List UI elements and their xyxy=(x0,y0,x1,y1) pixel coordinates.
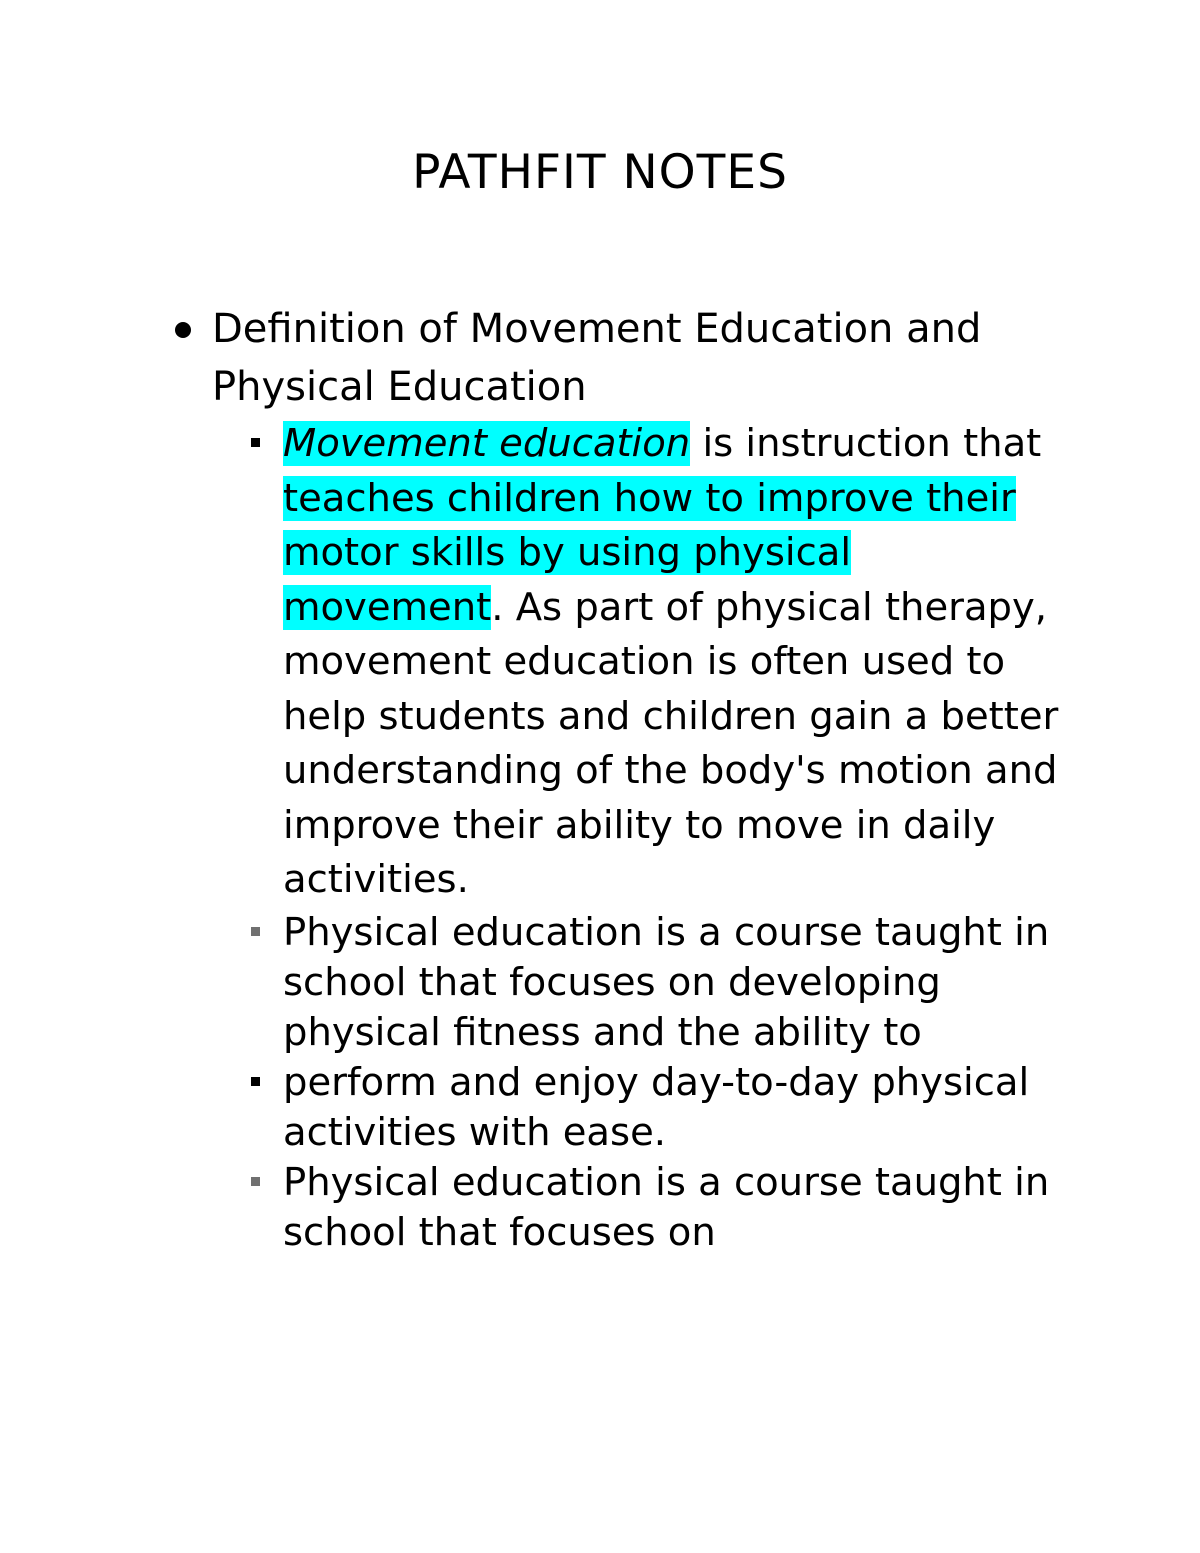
list-item-text: Physical education is a course taught in school that focuses on developing physical fitness and the ability to xyxy=(283,909,1050,1055)
bullet-dot-icon xyxy=(175,322,191,338)
list-item-movement-education xyxy=(283,417,1073,908)
square-bullet-icon xyxy=(251,438,260,447)
sub-bullet-list xyxy=(283,417,1073,1258)
page-title: PATHFIT NOTES xyxy=(412,145,788,200)
list-item-text: Physical education is a course taught in school that focuses on xyxy=(283,1159,1050,1255)
list-item-text: . As part of physical therapy, movement education is often used to help students and children gain a better understanding of the body's motion and improve their ability to move in daily activities. xyxy=(283,584,1059,902)
square-bullet-icon xyxy=(251,927,260,936)
list-item-physical-education xyxy=(283,908,1073,1058)
list-item-physical-education-repeat xyxy=(283,1158,1073,1258)
list-item-text: perform and enjoy day-to-day physical activities with ease. xyxy=(283,1059,1030,1155)
section-heading: Definition of Movement Education and Physical Education xyxy=(212,306,982,410)
list-item-perform-enjoy xyxy=(283,1058,1073,1158)
square-bullet-icon xyxy=(251,1177,260,1186)
list-item-text: is instruction that xyxy=(690,421,1042,466)
section-bullet xyxy=(212,300,1072,416)
highlighted-text: teaches children how to improve their motor skills by using physical movement xyxy=(283,475,1016,630)
square-bullet-icon xyxy=(251,1077,260,1086)
term-movement-education: Movement education xyxy=(283,421,691,466)
